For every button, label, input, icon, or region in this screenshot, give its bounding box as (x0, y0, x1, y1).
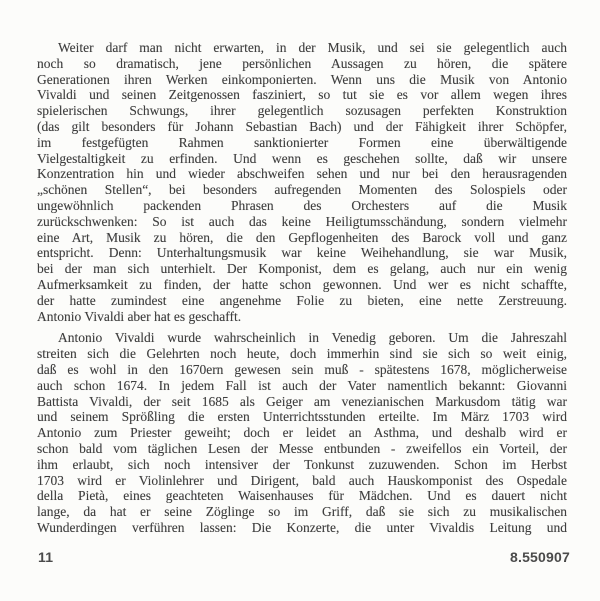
page-number: 11 (38, 549, 54, 565)
text-line: im festgefügten Rahmen sanktionierter Formen eine überwältigende (37, 134, 567, 150)
text-line: zurückschwenken: So ist auch das keine Heiligtumsschändung, sondern vielmehr (37, 213, 567, 229)
text-line: 1703 wird er Violinlehrer und Dirigent, bald auch Hauskomponist des Ospedale (37, 472, 567, 488)
page-footer (38, 549, 570, 565)
text-line: entspricht. Denn: Unterhaltungsmusik war keine Weihehandlung, sie war Musik, (37, 245, 567, 261)
text-line: streiten sich die Gelehrten noch heute, doch immerhin sind sie sich so weit einig, (37, 346, 567, 362)
text-line: lange, da hat er seine Zöglinge so im Griff, daß sie sich zu musikalischen (37, 504, 567, 520)
text-line: ungewöhnlich packenden Phrasen des Orchesters auf die Musik (37, 197, 567, 213)
text-line: der hatte zumindest eine angenehme Folie zu bieten, eine nette Zerstreuung. (37, 292, 567, 308)
text-line: und seinem Sprößling die ersten Unterrichtsstunden erteilte. Im März 1703 wird (37, 409, 567, 425)
text-line: daß es wohl in den 1670ern gewesen sein muß - spätestens 1678, möglicherweise (37, 361, 567, 377)
text-line: (das gilt besonders für Johann Sebastian Bach) und der Fähigkeit ihrer Schöpfer, (37, 118, 567, 134)
catalog-number: 8.550907 (510, 549, 570, 565)
text-line: Antonio zum Priester geweiht; doch er leidet an Asthma, und deshalb wird er (37, 425, 567, 441)
text-line: schon bald vom täglichen Lesen der Messe entbunden - zweifellos ein Vorteil, der (37, 440, 567, 456)
text-line: Weiter darf man nicht erwarten, in der Musik, und sei sie gelegentlich auch (58, 40, 567, 55)
text-line: Battista Vivaldi, der seit 1685 als Geiger am venezianischen Markusdom tätig war (37, 393, 567, 409)
text-line: spielerischen Schwungs, ihrer gelegentlich sozusagen perfekten Konstruktion (37, 103, 567, 119)
text-line: Antonio Vivaldi wurde wahrscheinlich in Venedig geboren. Um die Jahreszahl (58, 330, 567, 346)
paragraph (37, 330, 567, 535)
text-line: bei der man sich unterhielt. Der Komponist, dem es gelang, auch nur ein wenig (37, 261, 567, 277)
text-line: Konzentration hin und wieder abschweifen sehen und nur bei den herausragenden (37, 166, 567, 182)
text-line: Vielgestaltigkeit zu erfinden. Und wenn es geschehen sollte, daß wir unsere (37, 150, 567, 166)
text-line: Vivaldi und seinen Zeitgenossen fasziniert, so tut sie es vor allem wegen ihres (37, 87, 567, 103)
text-line: eine Art, Musik zu hören, die den Gepflogenheiten des Barock voll und ganz (37, 229, 567, 245)
body-text (37, 40, 567, 536)
text-line: auch schon 1674. In jedem Fall ist auch der Vater namentlich bekannt: Giovanni (37, 377, 567, 393)
text-line: della Pietà, eines geachteten Waisenhauses für Mädchen. Und es dauert nicht (37, 488, 567, 504)
text-line: Generationen ihren Werken einkomponierten. Wenn uns die Musik von Antonio (37, 71, 567, 87)
text-line: noch so dramatisch, jene persönlichen Aussagen zu hören, die spätere (37, 55, 567, 71)
text-line: Wunderdingen verführen lassen: Die Konzerte, die unter Vivaldis Leitung und (37, 519, 567, 535)
text-line: Antonio Vivaldi aber hat es geschafft. (37, 308, 242, 324)
paragraph (37, 40, 567, 324)
text-line: Aufmerksamkeit zu finden, der hatte schon gewonnen. Und wer es nicht schaffte, (37, 276, 567, 292)
text-line: ihm erlaubt, sich noch intensiver der Tonkunst zuzuwenden. Schon im Herbst (37, 456, 567, 472)
text-line: „schönen Stellen“, bei besonders aufregenden Momenten des Solospiels oder (37, 182, 567, 198)
